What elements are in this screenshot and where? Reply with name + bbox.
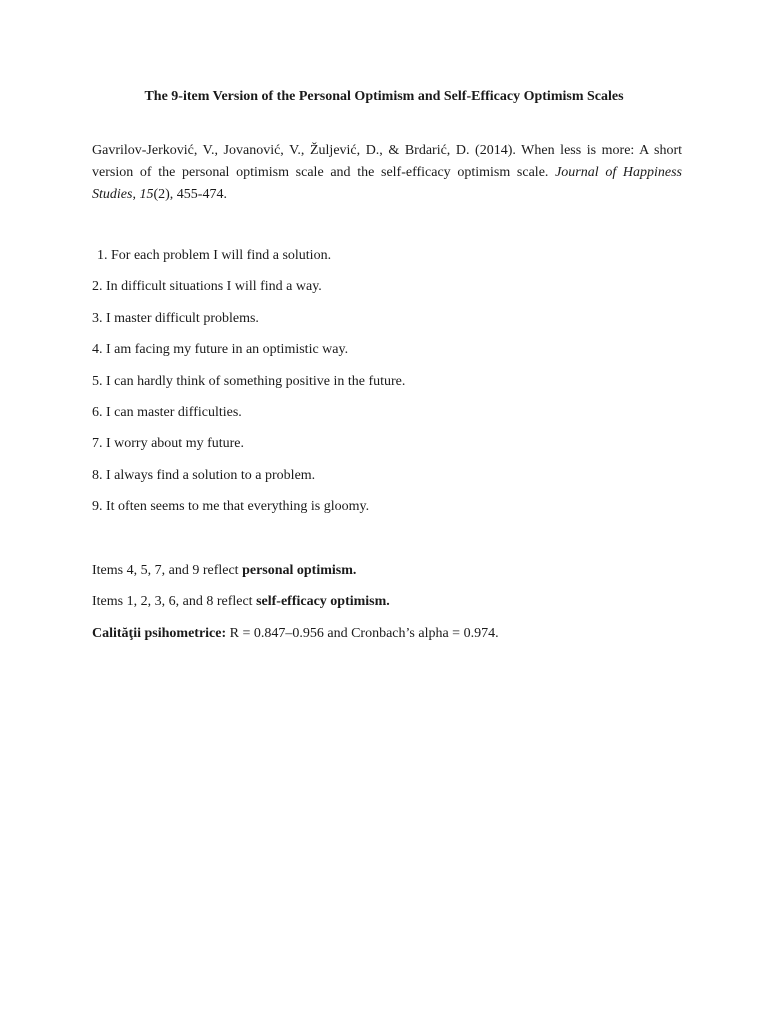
list-item: 4. I am facing my future in an optimistic way. bbox=[92, 342, 349, 358]
list-item: 1. For each problem I will find a solution. bbox=[97, 248, 332, 263]
citation-issue-pages: (2), 455-474. bbox=[153, 187, 227, 202]
citation-sep: , bbox=[132, 187, 140, 202]
list-item: 8. I always find a solution to a problem. bbox=[92, 467, 316, 483]
list-item: 9. It often seems to me that everything is gloomy. bbox=[92, 499, 370, 515]
citation-volume: 15 bbox=[139, 187, 154, 202]
note-text: Items 4, 5, 7, and 9 reflect bbox=[92, 563, 243, 578]
scoring-notes bbox=[92, 562, 712, 656]
citation-authors: Gavrilov-Jerković, V., Jovanović, V., Žuljević, D., & Brdarić, D. (2014). When less is more: A short version of the personal optimism scale and the self-efficacy optimism scale. bbox=[92, 143, 682, 180]
note-text: R = 0.847–0.956 and Cronbach’s alpha = 0.974. bbox=[226, 625, 499, 641]
list-item: 3. I master difficult problems. bbox=[92, 310, 259, 326]
self-efficacy-note bbox=[92, 593, 712, 624]
personal-optimism-note bbox=[92, 562, 712, 593]
note-emphasis: self-efficacy optimism. bbox=[256, 594, 390, 610]
list-item: 2. In difficult situations I will find a way. bbox=[92, 279, 322, 295]
scale-items-list bbox=[92, 247, 692, 530]
list-item: 5. I can hardly think of something positive in the future. bbox=[92, 373, 406, 389]
list-item: 6. I can master difficulties. bbox=[92, 404, 242, 420]
citation-reference bbox=[92, 140, 682, 206]
document-title: The 9-item Version of the Personal Optimism and Self-Efficacy Optimism Scales bbox=[144, 89, 624, 104]
list-item: 7. I worry about my future. bbox=[92, 436, 245, 452]
psychometrics-note bbox=[92, 625, 712, 656]
note-emphasis: personal optimism. bbox=[242, 563, 357, 578]
note-text: Items 1, 2, 3, 6, and 8 reflect bbox=[92, 594, 257, 610]
citation-journal: Journal of Happiness Studies bbox=[92, 165, 682, 202]
note-emphasis: Calităţii psihometrice: bbox=[92, 625, 227, 641]
